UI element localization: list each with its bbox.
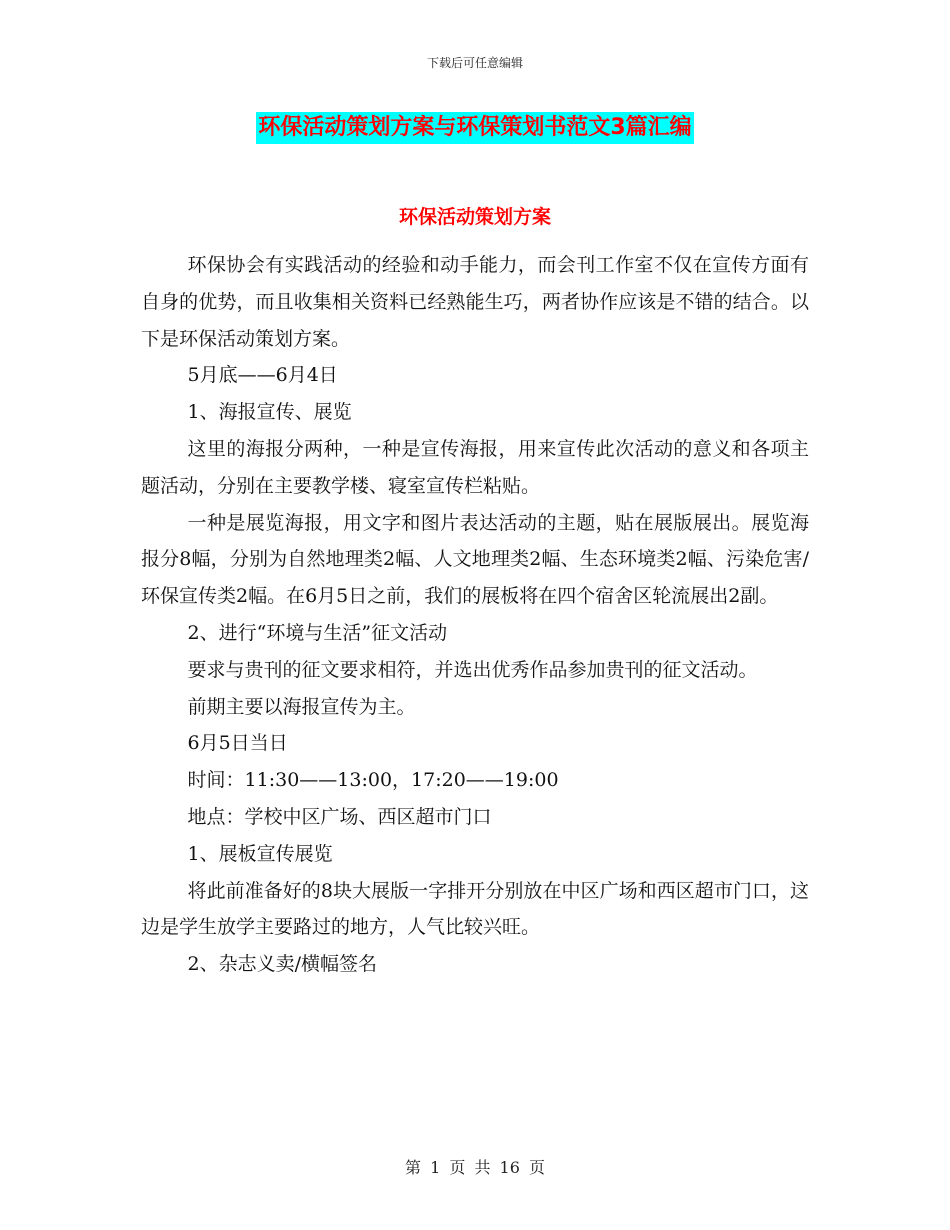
section-title: 环保活动策划方案 [398, 206, 551, 228]
paragraph: 2、杂志义卖/横幅签名 [187, 953, 378, 976]
page-footer: 第 1 页 共 16 页 [405, 1158, 545, 1177]
paragraph: 2、进行“环境与生活”征文活动 [187, 621, 448, 644]
header-note: 下载后可任意编辑 [426, 56, 523, 70]
paragraph: 这里的海报分两种，一种是宣传海报，用来宣传此次活动的意义和各项主题活动，分别在主要教学楼、寝室宣传栏粘贴。 [141, 437, 809, 497]
paragraph: 地点：学校中区广场、西区超市门口 [187, 805, 492, 828]
paragraph: 时间：11:30——13:00，17:20——19:00 [187, 769, 559, 792]
paragraph: 将此前准备好的8块大展版一字排开分别放在中区广场和西区超市门口，这边是学生放学主要路过的地方，人气比较兴旺。 [141, 879, 809, 939]
body-text [141, 247, 809, 983]
paragraph: 一种是展览海报，用文字和图片表达活动的主题，贴在展版展出。展览海报分8幅，分别为自然地理类2幅、人文地理类2幅、生态环境类2幅、污染危害/环保宣传类2幅。在6月5日之前，我们的展板将在四个宿舍区轮流展出2副。 [141, 511, 809, 608]
paragraph: 要求与贵刊的征文要求相符，并选出优秀作品参加贵刊的征文活动。 [187, 658, 758, 681]
paragraph: 6月5日当日 [187, 732, 288, 755]
paragraph: 1、展板宣传展览 [187, 842, 333, 865]
paragraph: 前期主要以海报宣传为主。 [187, 695, 416, 718]
paragraph: 1、海报宣传、展览 [187, 401, 352, 424]
paragraph: 环保协会有实践活动的经验和动手能力，而会刊工作室不仅在宣传方面有自身的优势，而且收集相关资料已经熟能生巧，两者协作应该是不错的结合。以下是环保活动策划方案。 [141, 254, 809, 350]
paragraph: 5月底——6月4日 [187, 364, 338, 387]
document-title-wrapper [0, 112, 950, 144]
document-title: 环保活动策划方案与环保策划书范文3篇汇编 [256, 112, 693, 144]
